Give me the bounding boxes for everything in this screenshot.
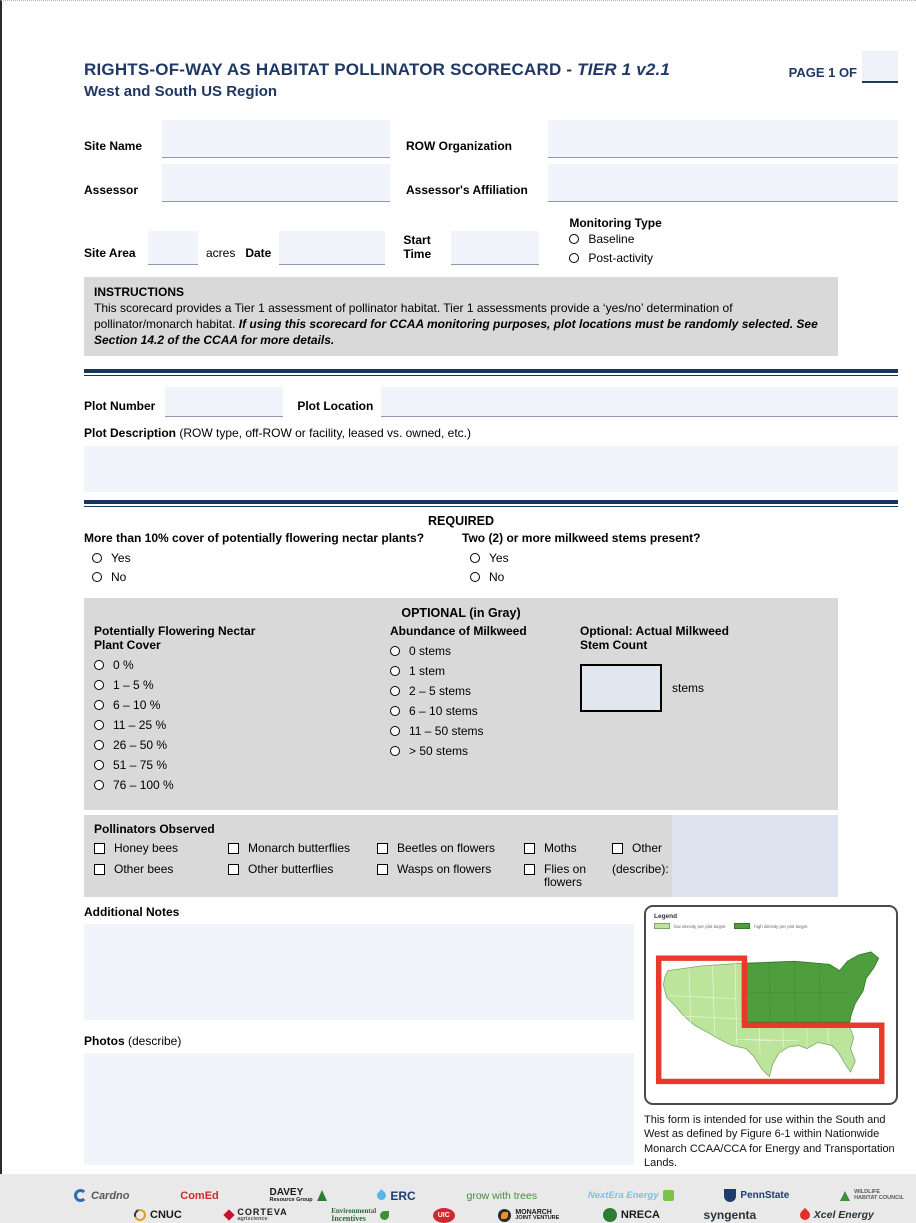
- logo-pennstate: PennState: [724, 1189, 789, 1202]
- page-of-label: PAGE 1 OF: [788, 65, 857, 80]
- logo-uic: [433, 1208, 455, 1223]
- other-pollinator-checkbox[interactable]: [612, 843, 623, 854]
- site-name-input[interactable]: [162, 120, 390, 158]
- milkweed-abundance-heading: Abundance of Milkweed: [390, 624, 527, 639]
- optional-section: [84, 598, 838, 810]
- map-legend: [654, 923, 888, 929]
- assessor-affiliation-label: Assessor's Affiliation: [406, 183, 528, 197]
- cover-6-10-radio[interactable]: [94, 700, 104, 710]
- section-divider: [84, 369, 898, 376]
- milkweed-abundance-group: [390, 624, 578, 798]
- stems-2-5-radio[interactable]: [390, 686, 400, 696]
- site-area-input[interactable]: [148, 231, 198, 265]
- plot-description-label: [84, 426, 898, 440]
- logo-cardno: Cardno: [74, 1189, 130, 1202]
- honey-bees-label: Honey bees: [114, 841, 179, 856]
- cover-11-25-radio[interactable]: [94, 720, 104, 730]
- stem-count-input[interactable]: [580, 664, 662, 712]
- legend-swatch-light-green: [654, 923, 670, 929]
- yes-label: Yes: [111, 551, 131, 566]
- logo-comed: ComEd: [180, 1189, 219, 1202]
- photos-label: [84, 1034, 634, 1048]
- erc-drop-icon: [376, 1190, 389, 1203]
- logo-wildlife-habitat-council: WILDLIFE HABITAT COUNCIL: [840, 1190, 904, 1201]
- cover-option-label: 76 – 100 %: [113, 778, 174, 793]
- stem-count-group: [578, 624, 828, 798]
- moths-checkbox[interactable]: [524, 843, 535, 854]
- post-activity-label: Post-activity: [588, 251, 654, 265]
- site-name-label: Site Name: [84, 139, 143, 153]
- stems-option-label: 0 stems: [409, 644, 452, 659]
- post-activity-radio[interactable]: [569, 253, 579, 263]
- start-time-label: Start Time: [403, 233, 432, 262]
- logo-syngenta: syngenta: [703, 1208, 757, 1223]
- moths-label: Moths: [544, 841, 577, 856]
- photos-input[interactable]: [84, 1053, 634, 1165]
- stems-11-50-radio[interactable]: [390, 726, 400, 736]
- other-pollinator-label: Other: [632, 841, 663, 856]
- region-map-figure: [644, 905, 898, 1170]
- assessor-affiliation-input[interactable]: [548, 164, 898, 202]
- title-version: - TIER 1 v2.1: [566, 60, 671, 79]
- legend-label-west-south: low density per plot target: [674, 923, 726, 929]
- site-info-section: [84, 120, 898, 265]
- milkweed-yes-radio[interactable]: [470, 553, 480, 563]
- cover-26-50-radio[interactable]: [94, 740, 104, 750]
- instructions-heading: INSTRUCTIONS: [94, 285, 184, 299]
- additional-notes-input[interactable]: [84, 924, 634, 1020]
- other-bees-label: Other bees: [114, 861, 174, 876]
- whc-tree-icon: [840, 1191, 850, 1201]
- no-label: No: [111, 570, 127, 585]
- photos-title: Photos: [84, 1034, 125, 1049]
- stems-option-label: > 50 stems: [409, 744, 469, 759]
- logo-nreca: NRECA: [603, 1208, 660, 1222]
- optional-heading: OPTIONAL (in Gray): [401, 606, 521, 621]
- us-region-map: [654, 931, 888, 1093]
- monarch-butterflies-checkbox[interactable]: [228, 843, 239, 854]
- cardno-icon: [74, 1189, 87, 1202]
- plot-description-hint: (ROW type, off-ROW or facility, leased vs. owned, etc.): [176, 426, 471, 441]
- stem-count-heading: Optional: Actual Milkweed Stem Count: [580, 624, 729, 653]
- instructions-body: [94, 301, 828, 348]
- page-number: [789, 51, 898, 80]
- plot-description-title: Plot Description: [84, 426, 177, 441]
- logo-nextera: NextEra Energy: [588, 1190, 674, 1201]
- cover-option-label: 6 – 10 %: [113, 698, 161, 713]
- stems-6-10-radio[interactable]: [390, 706, 400, 716]
- logo-corteva: CORTEVA agriscience: [225, 1208, 287, 1223]
- other-butterflies-checkbox[interactable]: [228, 864, 239, 875]
- plot-description-input[interactable]: [84, 446, 898, 492]
- plot-row: [84, 387, 898, 417]
- instructions-box: [84, 277, 838, 356]
- baseline-radio[interactable]: [569, 234, 579, 244]
- start-time-input[interactable]: [451, 231, 539, 265]
- legend-label-north: high density per plot target: [754, 923, 808, 929]
- monitoring-type-label: Monitoring Type: [569, 216, 662, 230]
- assessor-label: Assessor: [84, 183, 139, 197]
- photos-hint: (describe): [124, 1034, 182, 1049]
- nreca-globe-icon: [603, 1208, 617, 1222]
- flies-label: Flies on flowers: [544, 861, 587, 889]
- cover-1-5-radio[interactable]: [94, 680, 104, 690]
- uic-circle-icon: UIC: [433, 1208, 455, 1223]
- instructions-ccaa-note: If using this scorecard for CCAA monitoring purposes, plot locations must be randomly selected. See Section 14.2 of the CCAA for more details.: [94, 316, 818, 347]
- xcel-swoosh-icon: [798, 1208, 812, 1222]
- env-incentives-leaf-icon: [380, 1211, 389, 1220]
- milkweed-question-label: Two (2) or more milkweed stems present?: [462, 531, 701, 546]
- row-organization-input[interactable]: [548, 120, 898, 158]
- section-divider: [84, 500, 898, 507]
- yes-label: Yes: [489, 551, 509, 566]
- plot-location-input[interactable]: [381, 387, 898, 417]
- stems-50plus-radio[interactable]: [390, 746, 400, 756]
- wasps-checkbox[interactable]: [377, 864, 388, 875]
- stems-option-label: 6 – 10 stems: [409, 704, 478, 719]
- page-title: [84, 60, 670, 80]
- pennstate-shield-icon: [724, 1189, 736, 1202]
- other-butterflies-label: Other butterflies: [248, 861, 334, 876]
- corteva-icon: [224, 1210, 235, 1221]
- region-map-box: [644, 905, 898, 1105]
- site-area-label: Site Area: [84, 246, 136, 260]
- describe-label: (describe):: [612, 861, 669, 876]
- instructions-text: This scorecard provides a Tier 1 assessment of pollinator habitat. Tier 1 assessments provide a ‘yes/no’ determination of pollinator/monarch habitat.: [94, 301, 733, 331]
- logo-monarch-joint-venture: MONARCH JOINT VENTURE: [498, 1209, 559, 1222]
- plot-location-label: Plot Location: [297, 399, 374, 414]
- assessor-input[interactable]: [162, 164, 390, 202]
- stems-1-radio[interactable]: [390, 666, 400, 676]
- milkweed-no-radio[interactable]: [470, 572, 480, 582]
- acres-label: acres: [206, 246, 236, 260]
- cover-option-label: 51 – 75 %: [113, 758, 168, 773]
- pollinators-section: [84, 815, 838, 897]
- stems-option-label: 11 – 50 stems: [409, 724, 484, 739]
- davey-tree-icon: [317, 1190, 327, 1201]
- nectar-no-radio[interactable]: [92, 572, 102, 582]
- legend-swatch-dark-green: [734, 923, 750, 929]
- cover-0-radio[interactable]: [94, 660, 104, 670]
- other-bees-checkbox[interactable]: [94, 864, 105, 875]
- cover-51-75-radio[interactable]: [94, 760, 104, 770]
- nectar-cover-heading: Potentially Flowering Nectar Plant Cover: [94, 624, 256, 653]
- cover-option-label: 11 – 25 %: [113, 718, 167, 733]
- wasps-label: Wasps on flowers: [397, 861, 492, 876]
- logo-davey: DAVEY Resource Group: [270, 1188, 327, 1204]
- baseline-label: Baseline: [588, 232, 635, 246]
- monitoring-type-group: [569, 216, 661, 265]
- map-caption: This form is intended for use within the South and West as defined by Figure 6-1 within Nationwide Monarch CCAA/CCA for Energy and Transportation Lands.: [644, 1114, 895, 1169]
- logo-erc: ERC: [377, 1189, 415, 1203]
- cnuc-icon: [132, 1207, 148, 1223]
- date-input[interactable]: [279, 231, 385, 265]
- map-legend-title: Legend: [654, 913, 678, 921]
- title-main: RIGHTS-OF-WAY AS HABITAT POLLINATOR SCORECARD: [84, 60, 562, 79]
- nectar-cover-group: [94, 624, 390, 798]
- monarch-butterfly-icon: [498, 1209, 511, 1222]
- nectar-question-label: More than 10% cover of potentially flowering nectar plants?: [84, 531, 425, 546]
- required-section: [84, 531, 898, 589]
- row-organization-label: ROW Organization: [406, 139, 512, 153]
- date-label: Date: [245, 246, 272, 260]
- no-label: No: [489, 570, 505, 585]
- plot-number-input[interactable]: [165, 387, 283, 417]
- monarch-butterflies-label: Monarch butterflies: [248, 841, 351, 856]
- logo-xcel-energy: Xcel Energy: [800, 1209, 874, 1221]
- flies-checkbox[interactable]: [524, 864, 535, 875]
- pollinators-heading: Pollinators Observed: [94, 822, 215, 837]
- additional-notes-label: Additional Notes: [84, 905, 180, 920]
- nextera-icon: [663, 1190, 674, 1201]
- beetles-label: Beetles on flowers: [397, 841, 496, 856]
- stems-0-radio[interactable]: [390, 646, 400, 656]
- stems-option-label: 2 – 5 stems: [409, 684, 472, 699]
- cover-76-100-radio[interactable]: [94, 780, 104, 790]
- logo-grow-with-trees: grow with trees: [466, 1189, 538, 1202]
- notes-column: [84, 905, 634, 1170]
- header: [84, 51, 898, 100]
- stems-option-label: 1 stem: [409, 664, 446, 679]
- cover-option-label: 26 – 50 %: [113, 738, 168, 753]
- cover-option-label: 0 %: [113, 658, 134, 673]
- nectar-yes-radio[interactable]: [92, 553, 102, 563]
- beetles-checkbox[interactable]: [377, 843, 388, 854]
- partner-logos: [74, 1188, 904, 1223]
- required-heading: REQUIRED: [428, 514, 494, 529]
- logo-environmental-incentives: Environmental Incentives: [331, 1208, 389, 1223]
- logo-cnuc: CNUC: [134, 1209, 182, 1221]
- plot-number-label: Plot Number: [84, 399, 156, 414]
- cover-option-label: 1 – 5 %: [113, 678, 154, 693]
- honey-bees-checkbox[interactable]: [94, 843, 105, 854]
- stems-unit-label: stems: [672, 681, 705, 696]
- page-count-field[interactable]: [862, 51, 898, 83]
- region-subtitle: West and South US Region: [84, 83, 278, 100]
